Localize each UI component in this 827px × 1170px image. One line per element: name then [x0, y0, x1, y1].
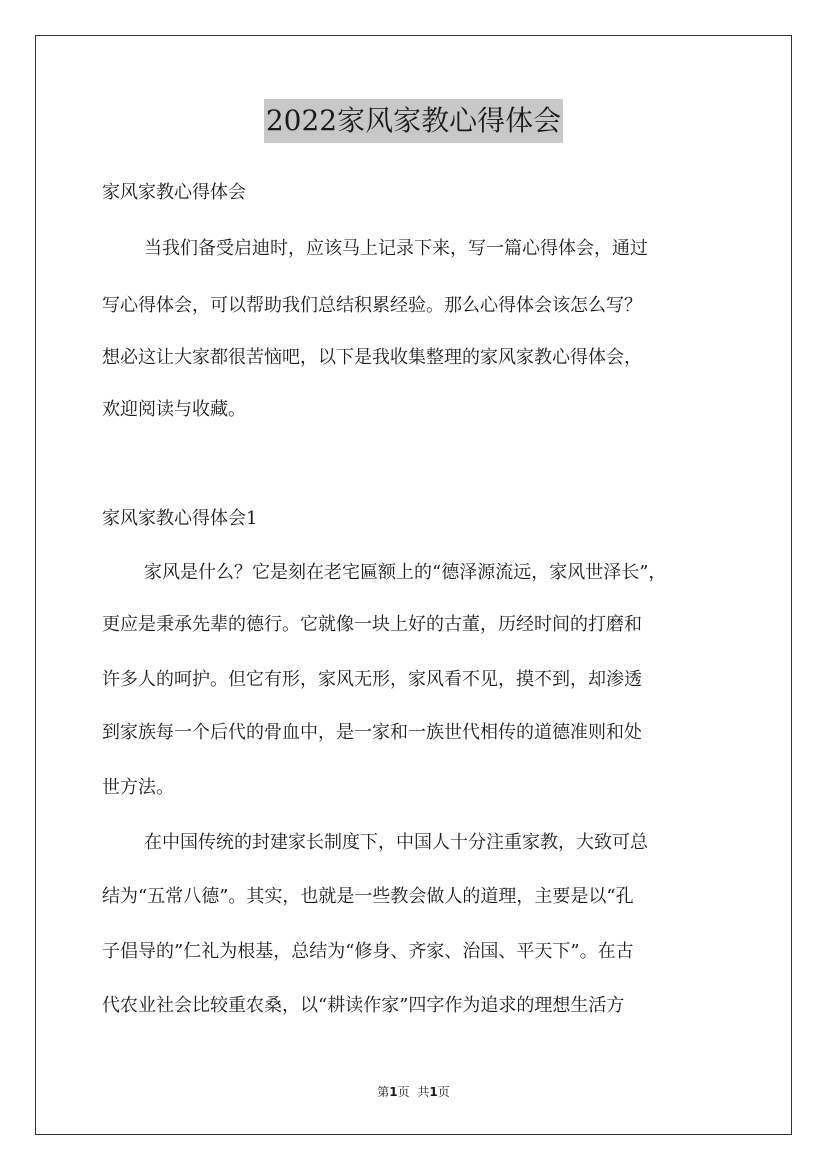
intro-line-2: 写心得体会，可以帮助我们总结积累经验。那么心得体会该怎么写？: [102, 295, 642, 316]
section1-para2-line-2: 结为“五常八德”。其实，也就是一些教会做人的道理，主要是以“孔: [102, 886, 634, 907]
section1-heading: 家风家教心得体会1: [102, 508, 258, 529]
section1-para2-line-4: 代农业社会比较重农桑，以“耕读作家”四字作为追求的理想生活方: [102, 995, 625, 1016]
intro-heading: 家风家教心得体会: [102, 182, 246, 203]
section1-para1-line-5: 世方法。: [102, 777, 174, 798]
intro-line-4: 欢迎阅读与收藏。: [102, 399, 246, 420]
page-suffix: 页: [397, 1085, 410, 1099]
intro-line-3: 想必这让大家都很苦恼吧，以下是我收集整理的家风家教心得体会，: [102, 347, 642, 368]
section1-para1-line-1: 家风是什么？它是刻在老宅匾额上的“德泽源流远，家风世泽长”，: [144, 562, 667, 583]
total-prefix: 共: [417, 1085, 430, 1099]
section1-para1-line-4: 到家族每一个后代的骨血中，是一家和一族世代相传的道德准则和处: [102, 722, 642, 743]
page-number: 1: [389, 1085, 398, 1099]
document-title: 2022家风家教心得体会: [264, 99, 563, 143]
page-prefix: 第: [377, 1085, 390, 1099]
page-footer: [0, 1084, 827, 1100]
title-container: [0, 99, 827, 143]
intro-line-1: 当我们备受启迪时，应该马上记录下来，写一篇心得体会，通过: [144, 238, 648, 259]
section1-para1-line-3: 许多人的呵护。但它有形，家风无形，家风看不见，摸不到，却渗透: [102, 669, 642, 690]
total-number: 1: [429, 1085, 438, 1099]
total-suffix: 页: [437, 1085, 450, 1099]
section1-para2-line-3: 子倡导的”仁礼为根基，总结为“修身、齐家、治国、平天下”。在古: [102, 941, 634, 962]
section1-para2-line-1: 在中国传统的封建家长制度下，中国人十分注重家教，大致可总: [144, 832, 648, 853]
section1-para1-line-2: 更应是秉承先辈的德行。它就像一块上好的古董，历经时间的打磨和: [102, 614, 642, 635]
